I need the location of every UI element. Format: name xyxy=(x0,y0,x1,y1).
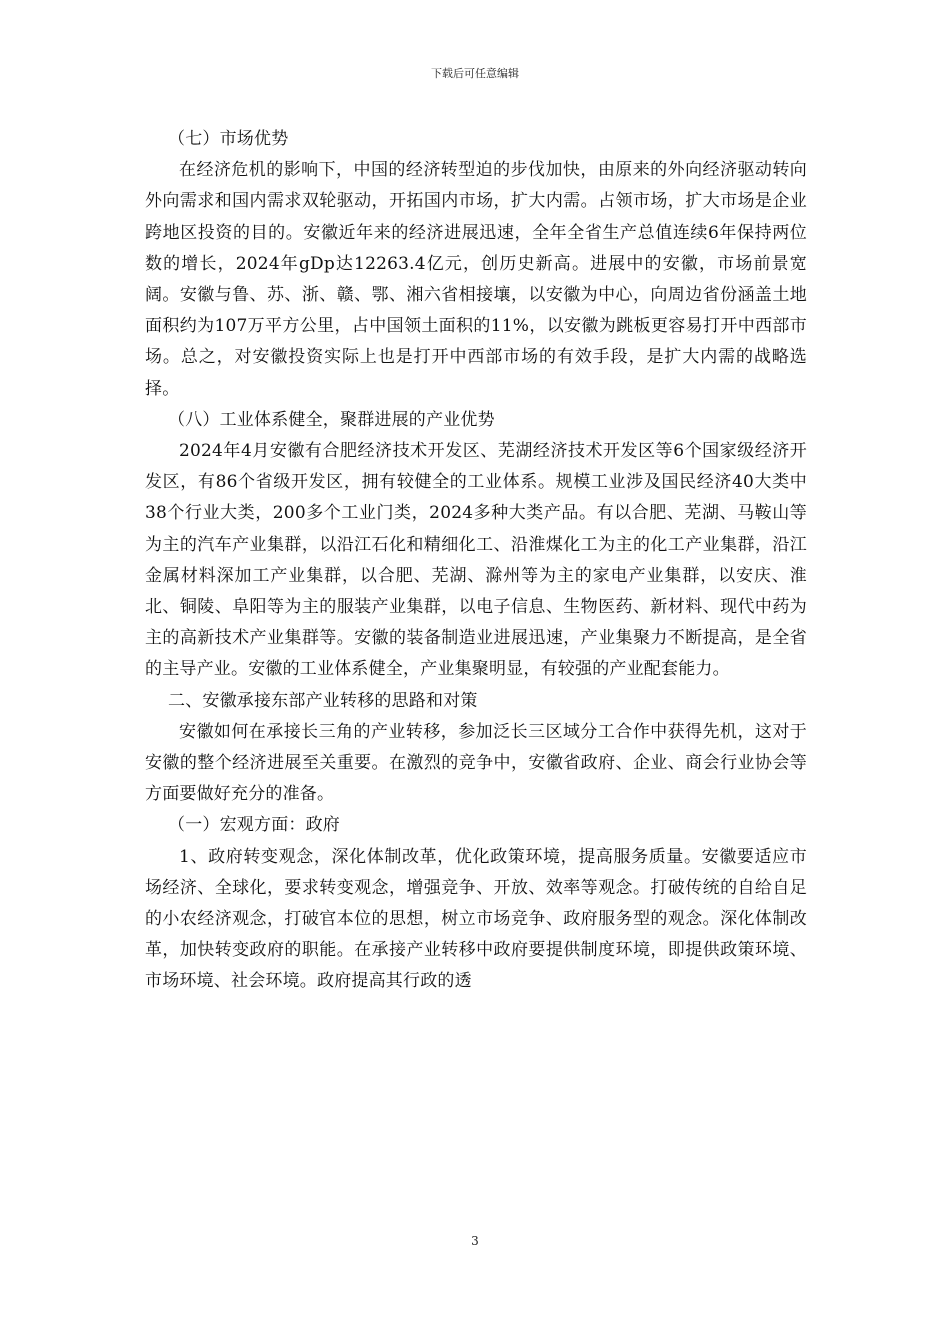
paragraph-strategy-intro: 安徽如何在承接长三角的产业转移，参加泛长三区域分工合作中获得先机，这对于安徽的整个经济进展至关重要。在激烈的竞争中，安徽省政府、企业、商会行业协会等方面要做好充分的准备。 xyxy=(145,721,807,805)
paragraph-industrial-system: 2024年4月安徽有合肥经济技术开发区、芜湖经济技术开发区等6个国家级经济开发区，有86个省级开发区，拥有较健全的工业体系。规模工业涉及国民经济40大类中38个行业大类，200多个工业门类，2024多种大类产品。有以合肥、芜湖、马鞍山等为主的汽车产业集群，以沿江石化和精细化工、沿淮煤化工为主的化工产业集群，沿江金属材料深加工产业集群，以合肥、芜湖、滁州等为主的家电产业集群，以安庆、淮北、铜陵、阜阳等为主的服装产业集群，以电子信息、生物医药、新材料、现代中药为主的高新技术产业集群等。安徽的装备制造业进展迅速，产业集聚力不断提高，是全省的主导产业。安徽的工业体系健全，产业集聚明显，有较强的产业配套能力。 xyxy=(145,441,807,680)
section-heading-market-advantage: （七）市场优势 xyxy=(168,129,289,149)
section-heading-government: （一）宏观方面：政府 xyxy=(168,815,340,836)
paragraph-government-reform: 1、政府转变观念，深化体制改革，优化政策环境，提高服务质量。安徽要适应市场经济、全球化，要求转变观念，增强竞争、开放、效率等观念。打破传统的自给自足的小农经济观念，打破官本位的思想，树立市场竞争、政府服务型的观念。深化体制改革，加快转变政府的职能。在承接产业转移中政府要提供制度环境，即提供政策环境、市场环境、社会环境。政府提高其行政的透 xyxy=(145,846,807,992)
paragraph-market-advantage: 在经济危机的影响下，中国的经济转型迫的步伐加快，由原来的外向经济驱动转向外向需求和国内需求双轮驱动，开拓国内市场，扩大内需。占领市场，扩大市场是企业跨地区投资的目的。安徽近年来的经济进展迅速，全年全省生产总值连续6年保持两位数的增长，2024年gDp达12263.4亿元，创历史新高。进展中的安徽，市场前景宽阔。安徽与鲁、苏、浙、赣、鄂、湘六省相接壤，以安徽为中心，向周边省份涵盖土地面积约为107万平方公里，占中国领土面积的11%，以安徽为跳板更容易打开中西部市场。总之，对安徽投资实际上也是打开中西部市场的有效手段，是扩大内需的战略选择。 xyxy=(145,160,807,399)
page-header-note: 下载后可任意编辑 xyxy=(431,67,519,80)
section-heading-industrial-system: （八）工业体系健全，聚群进展的产业优势 xyxy=(168,409,495,430)
page-number: 3 xyxy=(471,1234,479,1248)
document-body xyxy=(145,124,807,998)
section-heading-strategy: 二、安徽承接东部产业转移的思路和对策 xyxy=(168,690,478,711)
